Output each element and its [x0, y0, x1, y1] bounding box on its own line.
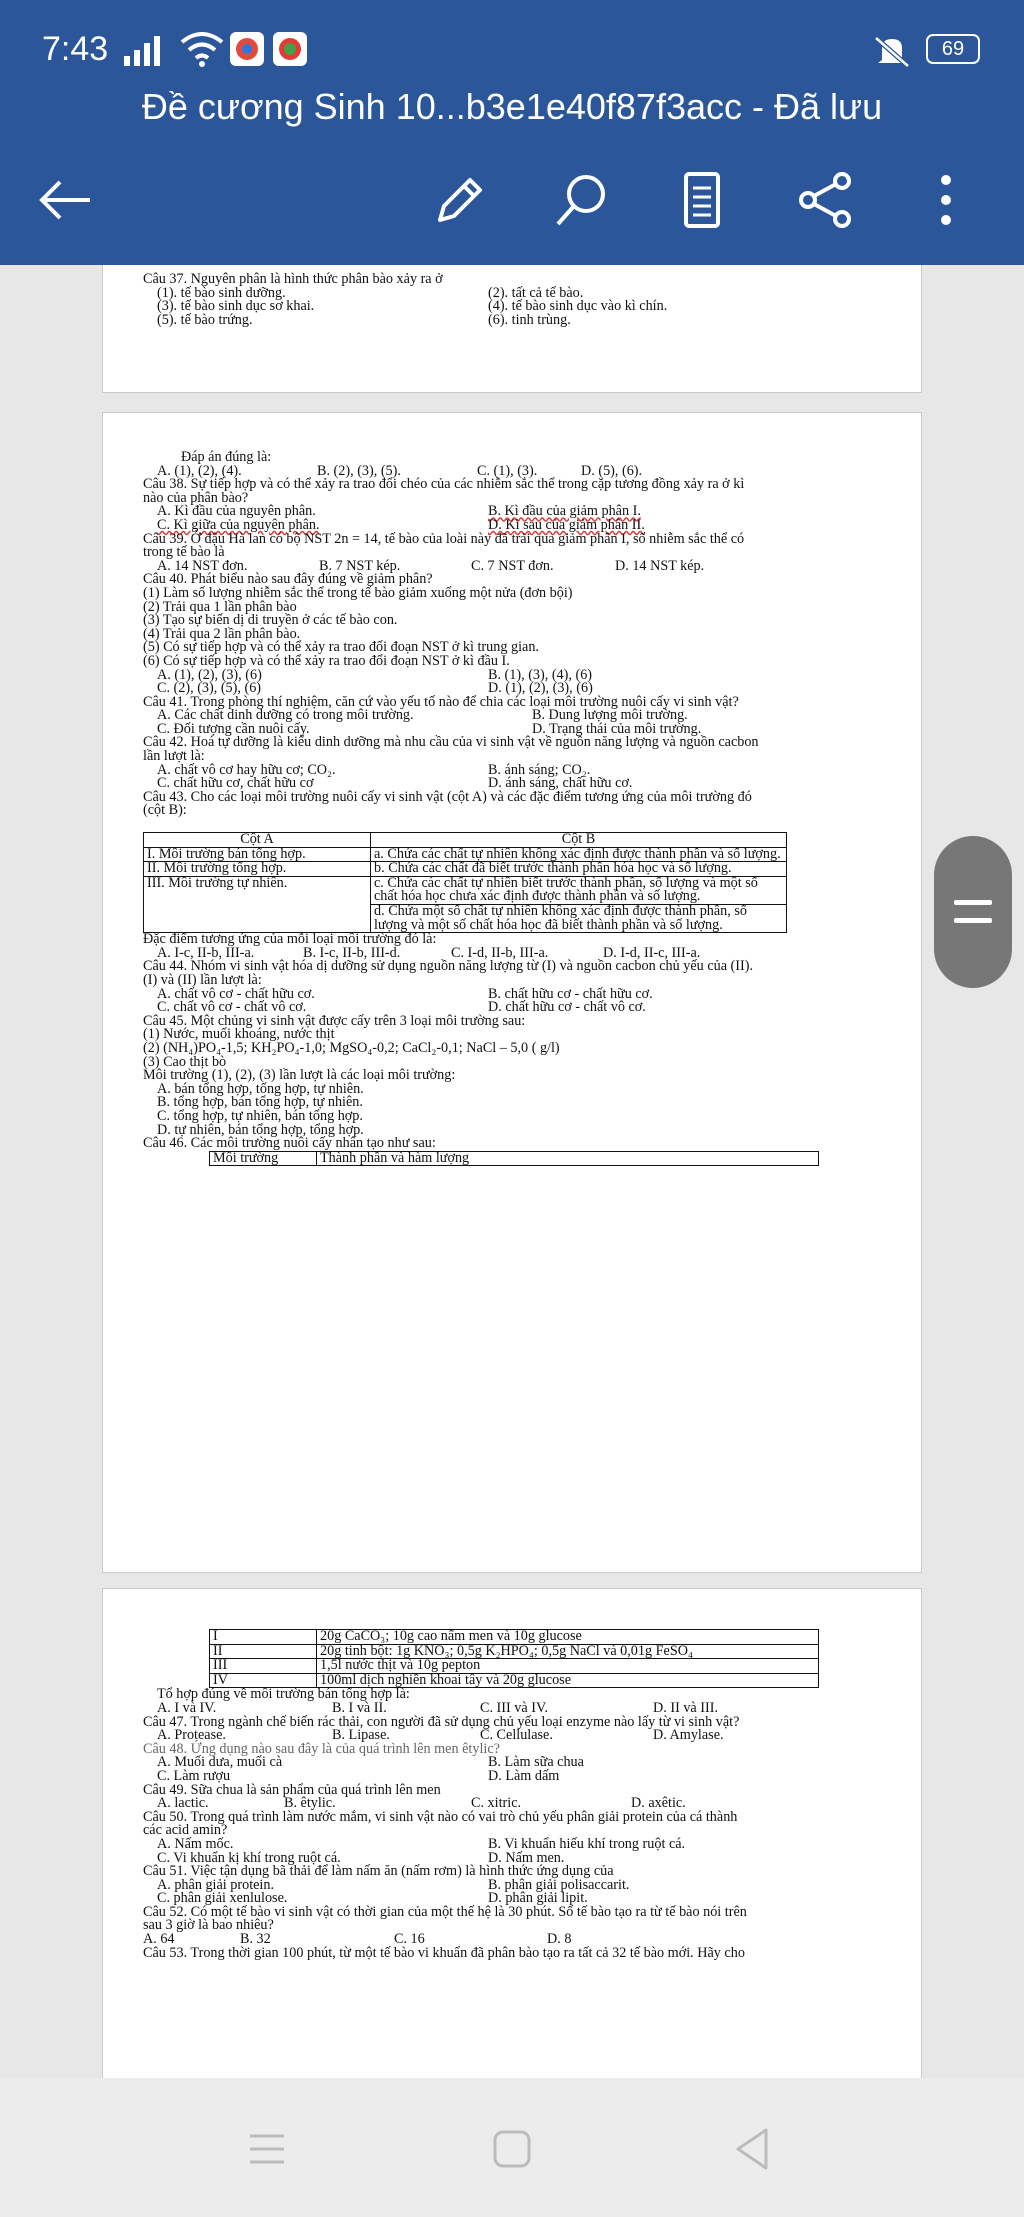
table-row: d. Chứa một số chất tự nhiên không xác định được thành phần, số lượng và một số chất hóa học đã biết thành phần và số lượng.: [144, 905, 787, 933]
table-row: II. Môi trường tổng hợp. b. Chứa các chất đã biết trước thành phần hóa học và số lượng.: [144, 862, 787, 877]
question-50: Câu 50. Trong quá trình làm nước mắm, vi sinh vật nào có vai trò chủ yếu phân giải protein của cá thành: [143, 1808, 738, 1825]
question-52: Câu 52. Có một tế bào vi sinh vật có thời gian của một thế hệ là 30 phút. Số tế bào tạo ra từ tế bào nói trên: [143, 1903, 747, 1920]
reading-view-icon[interactable]: [672, 170, 732, 230]
q51-option-row: A. phân giải protein. B. phân giải polisaccarit.: [157, 1876, 630, 1893]
question-38: Câu 38. Sự tiếp hợp và có thể xảy ra trao đổi chéo của các nhiễm sắc thể trong cặp tương đồng xảy ra ở kì: [143, 476, 745, 493]
question-39: Câu 39. Ở đậu Hà lan có bộ NST 2n = 14, tế bào của loài này đã trải qua giảm phân I, số nhiễm sắc thể có: [143, 530, 745, 547]
pen-icon[interactable]: [428, 170, 488, 230]
back-icon[interactable]: [36, 170, 96, 230]
q40-option-row: C. (2), (3), (5), (6) D. (1), (2), (3), (6): [157, 680, 593, 697]
q41-option-row: C. Đối tượng cần nuôi cấy. D. Trạng thái của môi trường.: [157, 720, 702, 737]
document-page-3: I 20g CaCO₃; 10g cao nấm men và 10g glucose II 20g tinh bột: 1g KNO₃; 0,5g K₂HPO₄; 0,5g NaCl và 0,01g FeSO₄ III 1,5l nước thịt và 10g pepton IV 100ml dịch nghiền khoai tây và 20g glucose Tổ hợp đúng về môi trường bán tổng hợp là: A. I và IV. B. I và II. C. III và IV. D. II và III. Câu 47. Trong ngành chế biến rác thải, con người đã sử dụng chủ yếu loại enzyme nào lấy từ vi sinh vật? A. Protease. B. Lipase. C. Cellulase. D. Amylase. Câu 48. Ứng dụng nào sau đây là của quá trình lên men êtylic? A. Muối dưa, muối cà B. Làm sữa chua C. Làm rượu D. Làm dấm Câu 49. Sữa chua là sản phẩm của quá trình lên men A. lactic. B. êtylic. C. xitric. D. axêtic. Câu 50. Trong quá trình làm nước mắm, vi sinh vật nào có vai trò chủ yếu phân giải protein của cá thành các acid amin? A. Nấm mốc. B. Vi khuẩn hiếu khí trong ruột cá. C. Vi khuẩn kị khí trong ruột cá. D. Nấm men. Câu 51. Việc tận dụng bã thải để làm nấm ăn (nấm rơm) là hình thức ứng dụng của A. phân giải protein. B. phân giải polisaccarit. C. phân giải xenlulose. D. phân giải lipit. Câu 52. Có một tế bào vi sinh vật có thời gian của một thế hệ là 30 phút. Số tế bào tạo ra từ tế bào nói trên sau 3 giờ là bao nhiêu? A. 64 B. 32 C. 16 D. 8 Câu 53. Trong thời gian 100 phút, từ một tế bào vi khuẩn đã phân bào tạo ra tất cả 32 tế bào mới. Hãy cho: [102, 1588, 922, 2078]
q37-option-row: (3). tế bào sinh dục sơ khai. (4). tế bào sinh dục vào kì chín.: [157, 298, 668, 315]
q40-option-row: A. (1), (2), (3), (6) B. (1), (3), (4), (6): [157, 666, 593, 683]
q44-option-row: A. chất vô cơ - chất hữu cơ. B. chất hữu cơ - chất hữu cơ.: [157, 985, 653, 1002]
signal-icon: [124, 36, 164, 66]
question-46: Câu 46. Các môi trường nuôi cấy nhân tạo như sau:: [143, 1135, 436, 1152]
question-49: Câu 49. Sữa chua là sản phẩm của quá trình lên men: [143, 1781, 441, 1798]
q37-option-row: (5). tế bào trứng. (6). tinh trùng.: [157, 311, 571, 328]
back-nav-icon[interactable]: [726, 2122, 780, 2176]
medium-table-header: [209, 1151, 819, 1167]
medium-table: [209, 1629, 819, 1688]
search-icon[interactable]: [552, 170, 612, 230]
question-42: Câu 42. Hoá tự dưỡng là kiểu dinh dưỡng mà nhu cầu của vi sinh vật về nguồn năng lượng và nguồn cacbon: [143, 734, 759, 751]
table-row: II 20g tinh bột: 1g KNO₃; 0,5g K₂HPO₄; 0,5g NaCl và 0,01g FeSO₄: [210, 1644, 819, 1659]
question-41: Câu 41. Trong phòng thí nghiệm, căn cứ vào yếu tố nào để chia các loại môi trường nuôi cấy vi sinh vật?: [143, 693, 739, 710]
matching-table: [143, 832, 787, 933]
question-45: Câu 45. Một chủng vi sinh vật được cấy trên 3 loại môi trường sau:: [143, 1012, 526, 1029]
q42-option-row: C. chất hữu cơ, chất hữu cơ D. ánh sáng, chất hữu cơ.: [157, 775, 633, 792]
q44-option-row: C. chất vô cơ - chất vô cơ. D. chất hữu cơ - chất vô cơ.: [157, 999, 646, 1016]
table-row: I. Môi trường bán tổng hợp. a. Chứa các chất tự nhiên không xác định được thành phần và số lượng.: [144, 847, 787, 862]
status-time: 7:43: [42, 30, 109, 68]
q38-option-row: A. Kì đầu của nguyên phân. B. Kì đầu của giảm phân I.: [157, 503, 641, 520]
app-notification-icon: [273, 32, 307, 66]
question-43: Câu 43. Cho các loại môi trường nuôi cấy vi sinh vật (cột A) và các đặc điểm tương ứng của môi trường đó: [143, 788, 752, 805]
recents-icon[interactable]: [240, 2122, 294, 2176]
chrome-notification-icon: [230, 32, 264, 66]
q43-option-row: A. I-c, II-b, III-a. B. I-c, II-b, III-d. C. I-d, II-b, III-a. D. I-d, II-c, III-a.: [157, 944, 701, 961]
app-toolbar: [0, 0, 1024, 265]
document-page-2: Đáp án đúng là: A. (1), (2), (4). B. (2), (3), (5). C. (1), (3). D. (5), (6). Câu 38. Sự tiếp hợp và có thể xảy ra trao đổi chéo của các nhiễm sắc thể trong cặp tương đồng xảy ra ở kì nào của phân bào? A. Kì đầu của nguyên phân. B. Kì đầu của giảm phân I. C. Kì giữa của nguyên phân. D. Kì sau của giảm phân II. Câu 39. Ở đậu Hà lan có bộ NST 2n = 14, tế bào của loài này đã trải qua giảm phân I, số nhiễm sắc thể có trong tế bào là A. 14 NST đơn. B. 7 NST kép. C. 7 NST đơn. D. 14 NST kép. Câu 40. Phát biểu nào sau đây đúng về giảm phân? (1) Làm số lượng nhiễm sắc thể trong tế bào giảm xuống một nửa (đơn bội) (2) Trải qua 1 lần phân bào (3) Tạo sự biến dị di truyền ở các tế bào con. (4) Trải qua 2 lần phân bào. (5) Có sự tiếp hợp và có thể xảy ra trao đổi đoạn NST ở kì trung gian. (6) Có sự tiếp hợp và có thể xảy ra trao đổi đoạn NST ở kì đầu I. A. (1), (2), (3), (6) B. (1), (3), (4), (6) C. (2), (3), (5), (6) D. (1), (2), (3), (6) Câu 41. Trong phòng thí nghiệm, căn cứ vào yếu tố nào để chia các loại môi trường nuôi cấy vi sinh vật? A. Các chất dinh dưỡng có trong môi trường. B. Dung lượng môi trường. C. Đối tượng cần nuôi cấy. D. Trạng thái của môi trường. Câu 42. Hoá tự dưỡng là kiểu dinh dưỡng mà nhu cầu của vi sinh vật về nguồn năng lượng và nguồn cacbon lần lượt là: A. chất vô cơ hay hữu cơ; CO₂. B. ánh sáng; CO₂. C. chất hữu cơ, chất hữu cơ D. ánh sáng, chất hữu cơ. Câu 43. Cho các loại môi trường nuôi cấy vi sinh vật (cột A) và các đặc điểm tương ứng của môi trường đó (cột B): Cột A Cột B I. Môi trường bán tổng hợp. a. Chứa các chất tự nhiên không xác định được thành phần và số lượng. II. Môi trường tổng hợp. b. Chứa các chất đã biết trước thành phần hóa học và số lượng. III. Môi trường tự nhiên. c. Chứa các chất tự nhiên biết trước thành phần, số lượng và một số chất hóa học chưa xác định được thành phần và số lượng. d. Chứa một số chất tự nhiên không xác định được thành phần, số lượng và một số chất hóa học đã biết thành phần và số lượng. Đặc điểm tương ứng của mỗi loại môi trường đó là: A. I-c, II-b, III-a. B. I-c, II-b, III-d. C. I-d, II-b, III-a. D. I-d, II-c, III-a. Câu 44. Nhóm vi sinh vật hóa dị dưỡng sử dụng nguồn năng lượng từ (I) và nguồn cacbon chủ yếu của (II). (I) và (II) lần lượt là: A. chất vô cơ - chất hữu cơ. B. chất hữu cơ - chất hữu cơ. C. chất vô cơ - chất vô cơ. D. chất hữu cơ - chất vô cơ. Câu 45. Một chủng vi sinh vật được cấy trên 3 loại môi trường sau: (1) Nước, muối khoáng, nước thịt (2) (NH₄)PO₄-1,5; KH₂PO₄-1,0; MgSO₄-0,2; CaCl₂-0,1; NaCl – 5,0 ( g/l) (3) Cao thịt bò Môi trường (1), (2), (3) lần lượt là các loại môi trường: A. bán tổng hợp, tổng hợp, tự nhiên. B. tổng hợp, bán tổng hợp, tự nhiên. C. tổng hợp, tự nhiên, bán tổng hợp. D. tự nhiên, bán tổng hợp, tổng hợp. Câu 46. Các môi trường nuôi cấy nhân tạo như sau: Môi trường Thành phần và hàm lượng: [102, 412, 922, 1573]
more-icon[interactable]: [916, 170, 976, 230]
handle-grip-bottom: [954, 918, 992, 923]
wifi-icon: [180, 30, 224, 68]
q37-answer-row: A. (1), (2), (4). B. (2), (3), (5). C. (1), (3). D. (5), (6).: [157, 462, 643, 479]
table-header-row: Cột A Cột B: [144, 833, 787, 848]
q48-option-row: C. Làm rượu D. Làm dấm: [157, 1767, 560, 1784]
question-48: Câu 48. Ứng dụng nào sau đây là của quá trình lên men êtylic?: [143, 1740, 500, 1757]
q51-option-row: C. phân giải xenlulose. D. phân giải lipit.: [157, 1890, 588, 1907]
question-53: Câu 53. Trong thời gian 100 phút, từ một tế bào vi khuẩn đã phân bào tạo ra tất cả 32 tế bào mới. Hãy cho: [143, 1944, 745, 1961]
q52-option-row: A. 64 B. 32 C. 16 D. 8: [143, 1931, 572, 1948]
handle-grip-top: [954, 900, 992, 905]
answer-label: Đáp án đúng là:: [181, 449, 272, 465]
q50-option-row: C. Vi khuẩn kị khí trong ruột cá. D. Nấm men.: [157, 1849, 565, 1866]
q42-option-row: A. chất vô cơ hay hữu cơ; CO₂. B. ánh sáng; CO₂.: [157, 761, 591, 778]
document-canvas[interactable]: [0, 265, 1024, 2078]
q46-option-row: A. I và IV. B. I và II. C. III và IV. D. II và III.: [157, 1699, 718, 1716]
q37-option-row: (1). tế bào sinh dưỡng. (2). tất cả tế bào.: [157, 284, 584, 301]
q38-option-row: C. Kì giữa của nguyên phân. D. Kì sau của giảm phân II.: [157, 516, 645, 533]
table-row: I 20g CaCO₃; 10g cao nấm men và 10g glucose: [210, 1630, 819, 1645]
q39-option-row: A. 14 NST đơn. B. 7 NST kép. C. 7 NST đơn. D. 14 NST kép.: [157, 557, 705, 574]
question-44: Câu 44. Nhóm vi sinh vật hóa dị dưỡng sử dụng nguồn năng lượng từ (I) và nguồn cacbon chủ yếu của (II).: [143, 958, 753, 975]
table-header-row: Môi trường Thành phần và hàm lượng: [210, 1151, 819, 1166]
q49-option-row: A. lactic. B. êtylic. C. xitric. D. axêtic.: [157, 1795, 686, 1812]
question-40: Câu 40. Phát biểu nào sau đây đúng về giảm phân?: [143, 571, 433, 588]
q48-option-row: A. Muối dưa, muối cà B. Làm sữa chua: [157, 1754, 584, 1771]
question-37: Câu 37. Nguyên phân là hình thức phân bào xảy ra ở: [143, 271, 443, 287]
status-bar: [0, 0, 1024, 100]
q47-option-row: A. Protease. B. Lipase. C. Cellulase. D. Amylase.: [157, 1727, 724, 1744]
question-47: Câu 47. Trong ngành chế biến rác thải, con người đã sử dụng chủ yếu loại enzyme nào lấy từ vi sinh vật?: [143, 1713, 740, 1730]
table-row: III 1,5l nước thịt và 10g pepton: [210, 1659, 819, 1674]
document-page-1: [102, 265, 922, 393]
table-row: IV 100ml dịch nghiền khoai tây và 20g glucose: [210, 1673, 819, 1688]
system-navigation-bar: [0, 2078, 1024, 2217]
table-row: III. Môi trường tự nhiên. c. Chứa các chất tự nhiên biết trước thành phần, số lượng và một số chất hóa học chưa xác định được thành phần và số lượng.: [144, 876, 787, 904]
question-51: Câu 51. Việc tận dụng bã thải để làm nấm ăn (nấm rơm) là hình thức ứng dụng của: [143, 1863, 614, 1880]
q50-option-row: A. Nấm mốc. B. Vi khuẩn hiếu khí trong ruột cá.: [157, 1835, 686, 1852]
scroll-handle[interactable]: [934, 836, 1012, 988]
mute-icon: [870, 34, 914, 68]
battery-indicator: 69: [926, 34, 980, 64]
document-title[interactable]: Đề cương Sinh 10...b3e1e40f87f3acc - Đã lưu: [141, 86, 883, 127]
share-icon[interactable]: [796, 170, 856, 230]
home-icon[interactable]: [485, 2122, 539, 2176]
q41-option-row: A. Các chất dinh dưỡng có trong môi trường. B. Dung lượng môi trường.: [157, 707, 688, 724]
